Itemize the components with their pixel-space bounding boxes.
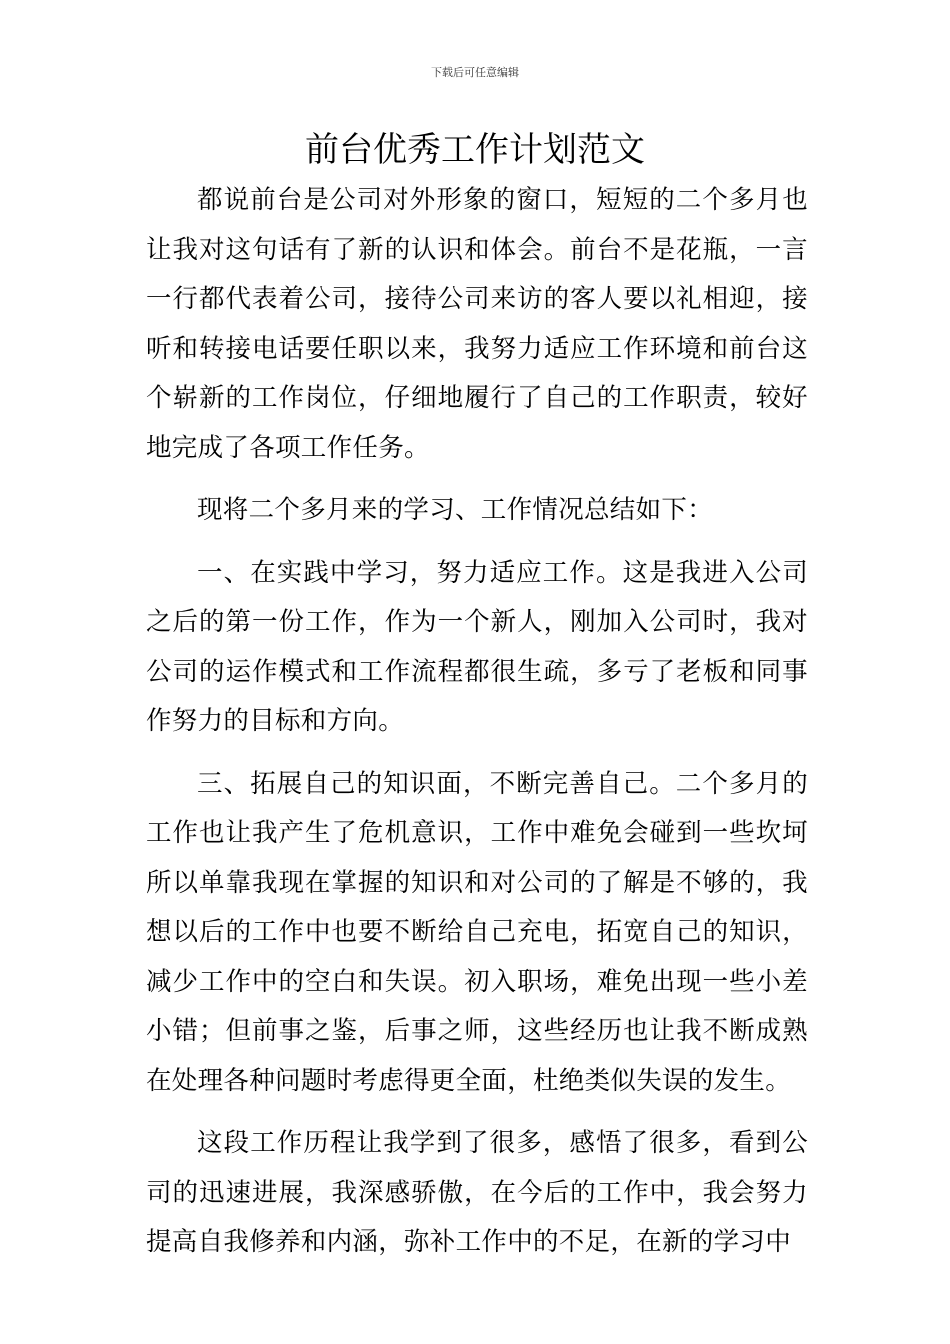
paragraph-intro: 都说前台是公司对外形象的窗口，短短的二个多月也让我对这句话有了新的认识和体会。前台不是花瓶，一言一行都代表着公司，接待公司来访的客人要以礼相迎，接听和转接电话要任职以来，我努力适应工作环境和前台这个崭新的工作岗位，仔细地履行了自己的工作职责，较好地完成了各项工作任务。 [146, 185, 808, 463]
paragraph-summary-lead: 现将二个多月来的学习、工作情况总结如下： [197, 495, 714, 525]
paragraph-section-three: 三、拓展自己的知识面，不断完善自己。二个多月的工作也让我产生了危机意识，工作中难免会碰到一些坎坷所以单靠我现在掌握的知识和对公司的了解是不够的，我想以后的工作中也要不断给自己充电，拓宽自己的知识，减少工作中的空白和失误。初入职场，难免出现一些小差小错；但前事之鉴，后事之师，这些经历也让我不断成熟在处理各种问题时考虑得更全面，杜绝类似失误的发生。 [146, 768, 808, 1096]
paragraph-conclusion: 这段工作历程让我学到了很多，感悟了很多，看到公司的迅速进展，我深感骄傲，在今后的工作中，我会努力提高自我修养和内涵，弥补工作中的不足，在新的学习中 [146, 1128, 808, 1257]
paragraph-section-one: 一、在实践中学习，努力适应工作。这是我进入公司之后的第一份工作，作为一个新人，刚加入公司时，我对公司的运作模式和工作流程都很生疏，多亏了老板和同事作努力的目标和方向。 [146, 557, 808, 736]
header-note: 下载后可任意编辑 [431, 66, 519, 79]
document-body [146, 176, 808, 1268]
document-title: 前台优秀工作计划范文 [305, 130, 645, 170]
